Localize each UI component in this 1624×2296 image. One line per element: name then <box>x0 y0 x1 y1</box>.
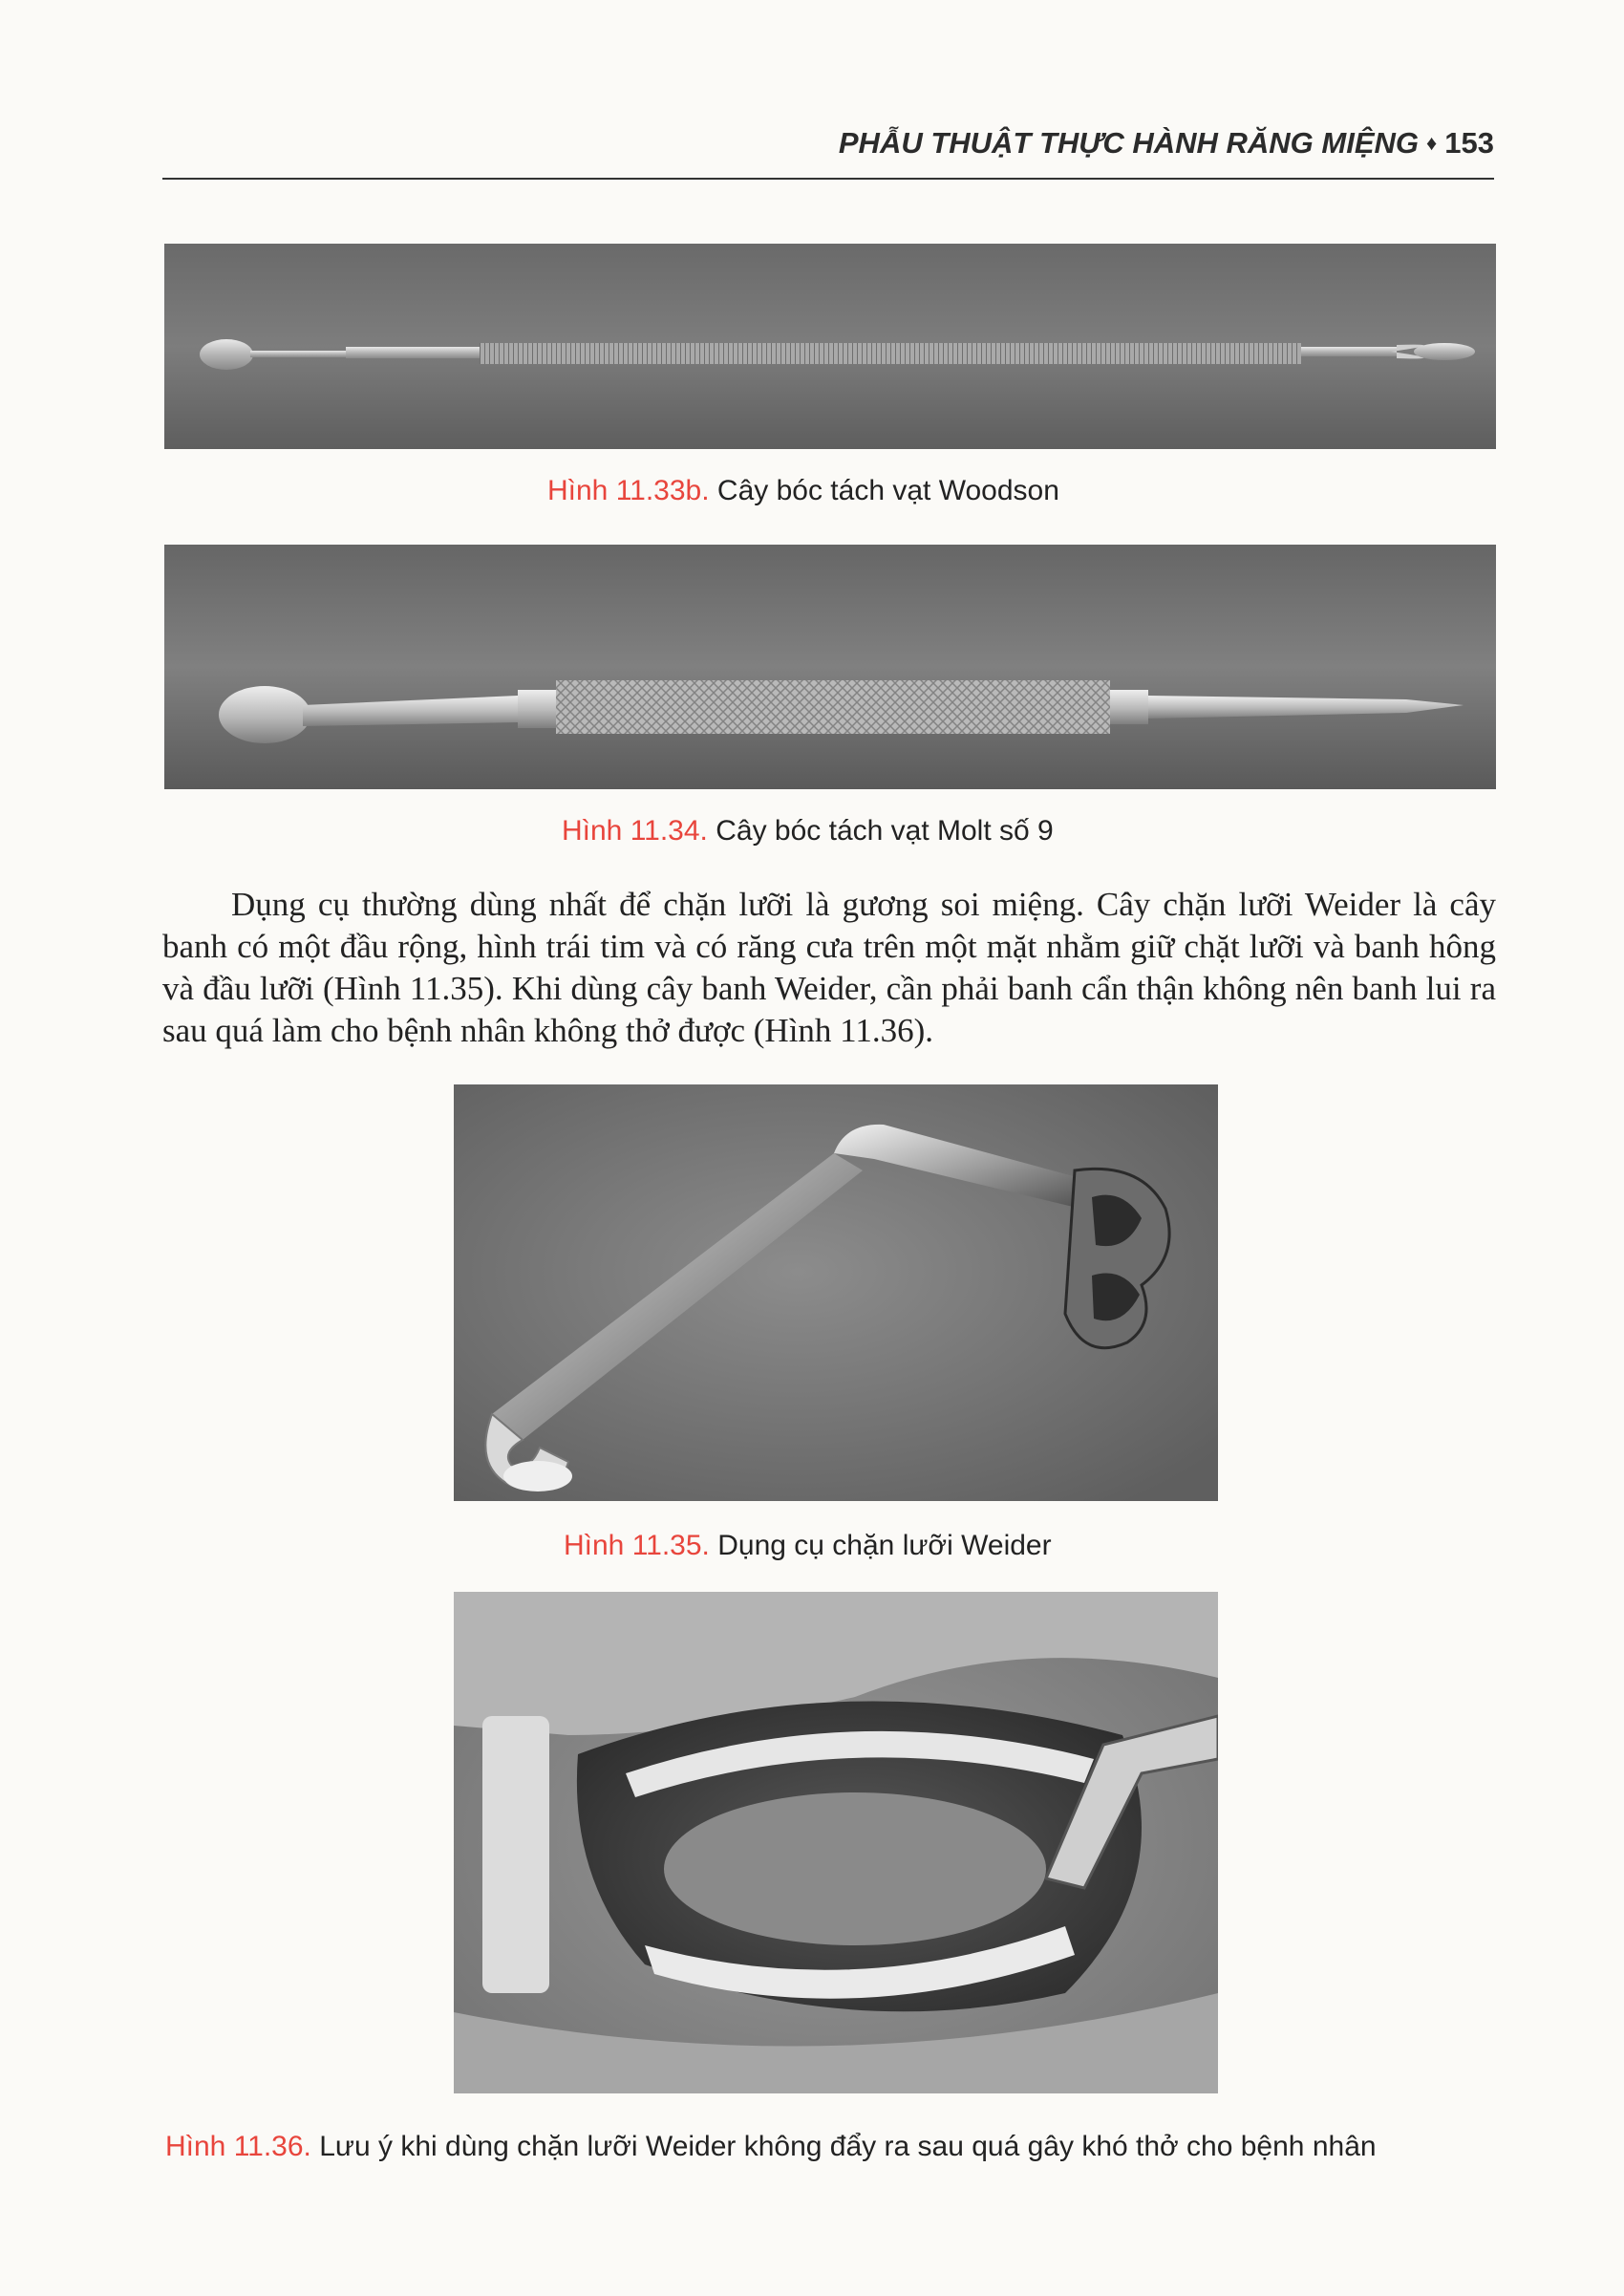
figure-caption-11-35 <box>564 1530 1052 1562</box>
page-number: 153 <box>1444 126 1494 160</box>
figure-label: Hình 11.34. <box>562 815 708 847</box>
figure-molt-elevator <box>164 545 1496 789</box>
body-paragraph <box>162 884 1496 1052</box>
weider-retractor-photo <box>454 1084 1218 1501</box>
figure-clinical-photo <box>454 1592 1218 2093</box>
header-rule <box>162 178 1494 180</box>
figure-caption-11-34 <box>562 815 1054 848</box>
figure-label: Hình 11.33b. <box>547 475 710 506</box>
diamond-icon: ♦ <box>1426 131 1438 155</box>
figure-caption-text: Cây bóc tách vạt Woodson <box>709 475 1059 506</box>
figure-caption-text: Cây bóc tách vạt Molt số 9 <box>707 815 1054 847</box>
figure-caption-text: Dụng cụ chặn lưỡi Weider <box>709 1530 1052 1561</box>
figure-caption-text: Lưu ý khi dùng chặn lưỡi Weider không đẩy ra sau quá gây khó thở cho bệnh nhân <box>310 2131 1377 2162</box>
figure-label: Hình 11.35. <box>564 1530 710 1561</box>
figure-caption-11-36 <box>165 2131 1377 2163</box>
paragraph-text: Dụng cụ thường dùng nhất để chặn lưỡi là gương soi miệng. Cây chặn lưỡi Weider là cây banh có một đầu rộng, hình trái tim và có răng cưa trên một mặt nhằm giữ chặt lưỡi và banh hông và đầu lưỡi (Hình 11.35). Khi dùng cây banh Weider, cần phải banh cẩn thận không nên banh lui ra sau quá làm cho bệnh nhân không thở được (Hình 11.36). <box>162 886 1496 1049</box>
mouth-retraction-photo <box>454 1592 1218 2093</box>
running-header <box>162 126 1494 161</box>
figure-woodson-elevator <box>164 244 1496 449</box>
figure-caption-11-33b <box>547 475 1059 507</box>
figure-label: Hình 11.36. <box>165 2131 311 2162</box>
running-header-title: PHẪU THUẬT THỰC HÀNH RĂNG MIỆNG <box>838 126 1420 160</box>
figure-weider-retractor <box>454 1084 1218 1501</box>
molt-elevator-photo <box>164 545 1496 789</box>
woodson-elevator-photo <box>164 244 1496 449</box>
